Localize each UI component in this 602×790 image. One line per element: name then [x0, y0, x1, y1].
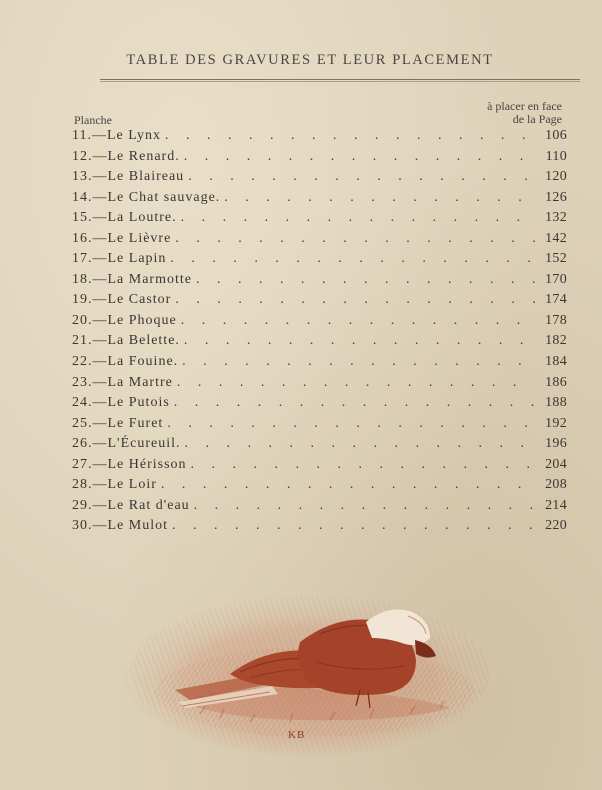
- plate-dash: —: [92, 230, 108, 246]
- plate-number: 27.: [72, 456, 93, 472]
- plate-dash: —: [92, 436, 108, 452]
- plate-dash: —: [92, 251, 108, 267]
- dot-leader: [185, 436, 536, 452]
- plate-number: 18.: [72, 271, 93, 287]
- plate-dash: —: [92, 292, 108, 308]
- table-row: [72, 272, 567, 293]
- dot-leader: [181, 313, 535, 329]
- plate-number: 25.: [72, 415, 93, 431]
- table-row: [72, 149, 567, 170]
- plate-page-number: 208: [545, 477, 567, 493]
- table-of-plates: [72, 128, 567, 539]
- plate-page-number: 106: [545, 128, 567, 143]
- table-row: [72, 498, 567, 519]
- plate-dash: —: [92, 354, 108, 370]
- table-row: [72, 231, 567, 252]
- dot-leader: [191, 457, 535, 473]
- plate-dash: —: [92, 395, 108, 411]
- plate-title: La Marmotte: [107, 271, 192, 287]
- dot-leader: [196, 272, 535, 288]
- plate-page-number: 182: [545, 333, 567, 349]
- plate-number: 11.: [72, 128, 92, 143]
- table-row: [72, 518, 567, 539]
- dot-leader: [167, 416, 535, 432]
- dot-leader: [184, 149, 535, 165]
- table-row: [72, 395, 567, 416]
- dot-leader: [175, 292, 535, 308]
- plate-title: Le Hérisson: [107, 456, 187, 472]
- plate-dash: —: [92, 189, 108, 205]
- plate-dash: —: [92, 169, 108, 185]
- plate-title: La Fouine.: [107, 354, 179, 370]
- plate-number: 15.: [72, 210, 93, 226]
- plate-number: 19.: [72, 292, 93, 308]
- dot-leader: [175, 231, 535, 247]
- engraver-monogram: KB: [288, 729, 306, 741]
- plate-title: Le Loir: [107, 477, 157, 493]
- plate-dash: —: [92, 333, 108, 349]
- plate-dash: —: [92, 374, 108, 390]
- plate-dash: —: [92, 518, 108, 534]
- table-row: [72, 190, 567, 211]
- page-header-title: TABLE DES GRAVURES ET LEUR PLACEMENT: [126, 52, 494, 68]
- table-row: [72, 313, 567, 334]
- plate-title: Le Lapin: [107, 251, 167, 267]
- plate-number: 20.: [72, 312, 93, 328]
- plate-number: 28.: [72, 477, 93, 493]
- plate-page-number: 196: [545, 436, 567, 452]
- plate-title: La Loutre.: [107, 210, 177, 226]
- plate-title: L'Écureuil.: [107, 436, 181, 452]
- plate-page-number: 186: [545, 374, 567, 390]
- plate-page-number: 174: [545, 292, 567, 308]
- plate-title: La Martre: [107, 374, 173, 390]
- plate-page-number: 132: [545, 210, 567, 226]
- plate-page-number: 170: [545, 271, 567, 287]
- plate-title: Le Renard.: [107, 148, 180, 164]
- dot-leader: [172, 518, 535, 534]
- plate-number: 16.: [72, 230, 93, 246]
- plate-title: Le Lièvre: [107, 230, 172, 246]
- dot-leader: [224, 190, 535, 206]
- plate-page-number: 184: [545, 354, 567, 370]
- plate-page-number: 110: [545, 148, 567, 164]
- table-row: [72, 477, 567, 498]
- plate-dash: —: [92, 477, 108, 493]
- column-label-page-line2: de la Page: [512, 112, 562, 126]
- plate-title: Le Blaireau: [107, 169, 185, 185]
- plate-dash: —: [92, 456, 108, 472]
- plate-page-number: 120: [545, 169, 567, 185]
- plate-number: 12.: [72, 148, 93, 164]
- plate-dash: —: [92, 148, 108, 164]
- table-row: [72, 436, 567, 457]
- dead-bird-engraving-icon: [120, 582, 500, 757]
- column-label-page: [487, 100, 562, 126]
- dot-leader: [174, 395, 535, 411]
- plate-page-number: 220: [545, 518, 567, 534]
- plate-number: 22.: [72, 354, 93, 370]
- dot-leader: [182, 354, 535, 370]
- table-row: [72, 128, 567, 149]
- plate-dash: —: [92, 497, 108, 513]
- plate-number: 26.: [72, 436, 93, 452]
- plate-number: 13.: [72, 169, 93, 185]
- plate-dash: —: [92, 415, 108, 431]
- table-row: [72, 169, 567, 190]
- column-label-plate: Planche: [74, 113, 112, 127]
- plate-page-number: 188: [545, 395, 567, 411]
- table-row: [72, 416, 567, 437]
- plate-number: 21.: [72, 333, 93, 349]
- plate-number: 30.: [72, 518, 93, 534]
- plate-page-number: 192: [545, 415, 567, 431]
- plate-number: 17.: [72, 251, 93, 267]
- dot-leader: [194, 498, 535, 514]
- table-row: [72, 333, 567, 354]
- dot-leader: [165, 128, 535, 144]
- table-row: [72, 210, 567, 231]
- plate-dash: —: [92, 312, 108, 328]
- plate-title: Le Putois: [107, 395, 170, 411]
- plate-dash: —: [91, 128, 107, 143]
- table-row: [72, 354, 567, 375]
- table-row: [72, 292, 567, 313]
- plate-page-number: 214: [545, 497, 567, 513]
- plate-title: Le Chat sauvage.: [107, 189, 221, 205]
- column-label-page-line1: à placer en face: [487, 99, 562, 113]
- dot-leader: [188, 169, 535, 185]
- dot-leader: [170, 251, 535, 267]
- header-rule: [100, 79, 580, 82]
- plate-page-number: 142: [545, 230, 567, 246]
- plate-title: Le Furet: [107, 415, 164, 431]
- plate-page-number: 126: [545, 189, 567, 205]
- dot-leader: [161, 477, 535, 493]
- dot-leader: [184, 333, 535, 349]
- dot-leader: [177, 375, 535, 391]
- plate-number: 14.: [72, 189, 93, 205]
- plate-page-number: 178: [545, 312, 567, 328]
- plate-page-number: 152: [545, 251, 567, 267]
- plate-title: Le Rat d'eau: [107, 497, 190, 513]
- plate-page-number: 204: [545, 456, 567, 472]
- plate-number: 23.: [72, 374, 93, 390]
- plate-dash: —: [92, 271, 108, 287]
- plate-title: Le Mulot: [107, 518, 168, 534]
- plate-number: 29.: [72, 497, 93, 513]
- plate-title: La Belette.: [107, 333, 180, 349]
- plate-dash: —: [92, 210, 108, 226]
- plate-title: Le Phoque: [107, 312, 177, 328]
- dot-leader: [181, 210, 535, 226]
- table-row: [72, 251, 567, 272]
- table-row: [72, 457, 567, 478]
- plate-number: 24.: [72, 395, 93, 411]
- table-row: [72, 375, 567, 396]
- plate-title: Le Castor: [107, 292, 172, 308]
- plate-title: Le Lynx: [106, 128, 162, 143]
